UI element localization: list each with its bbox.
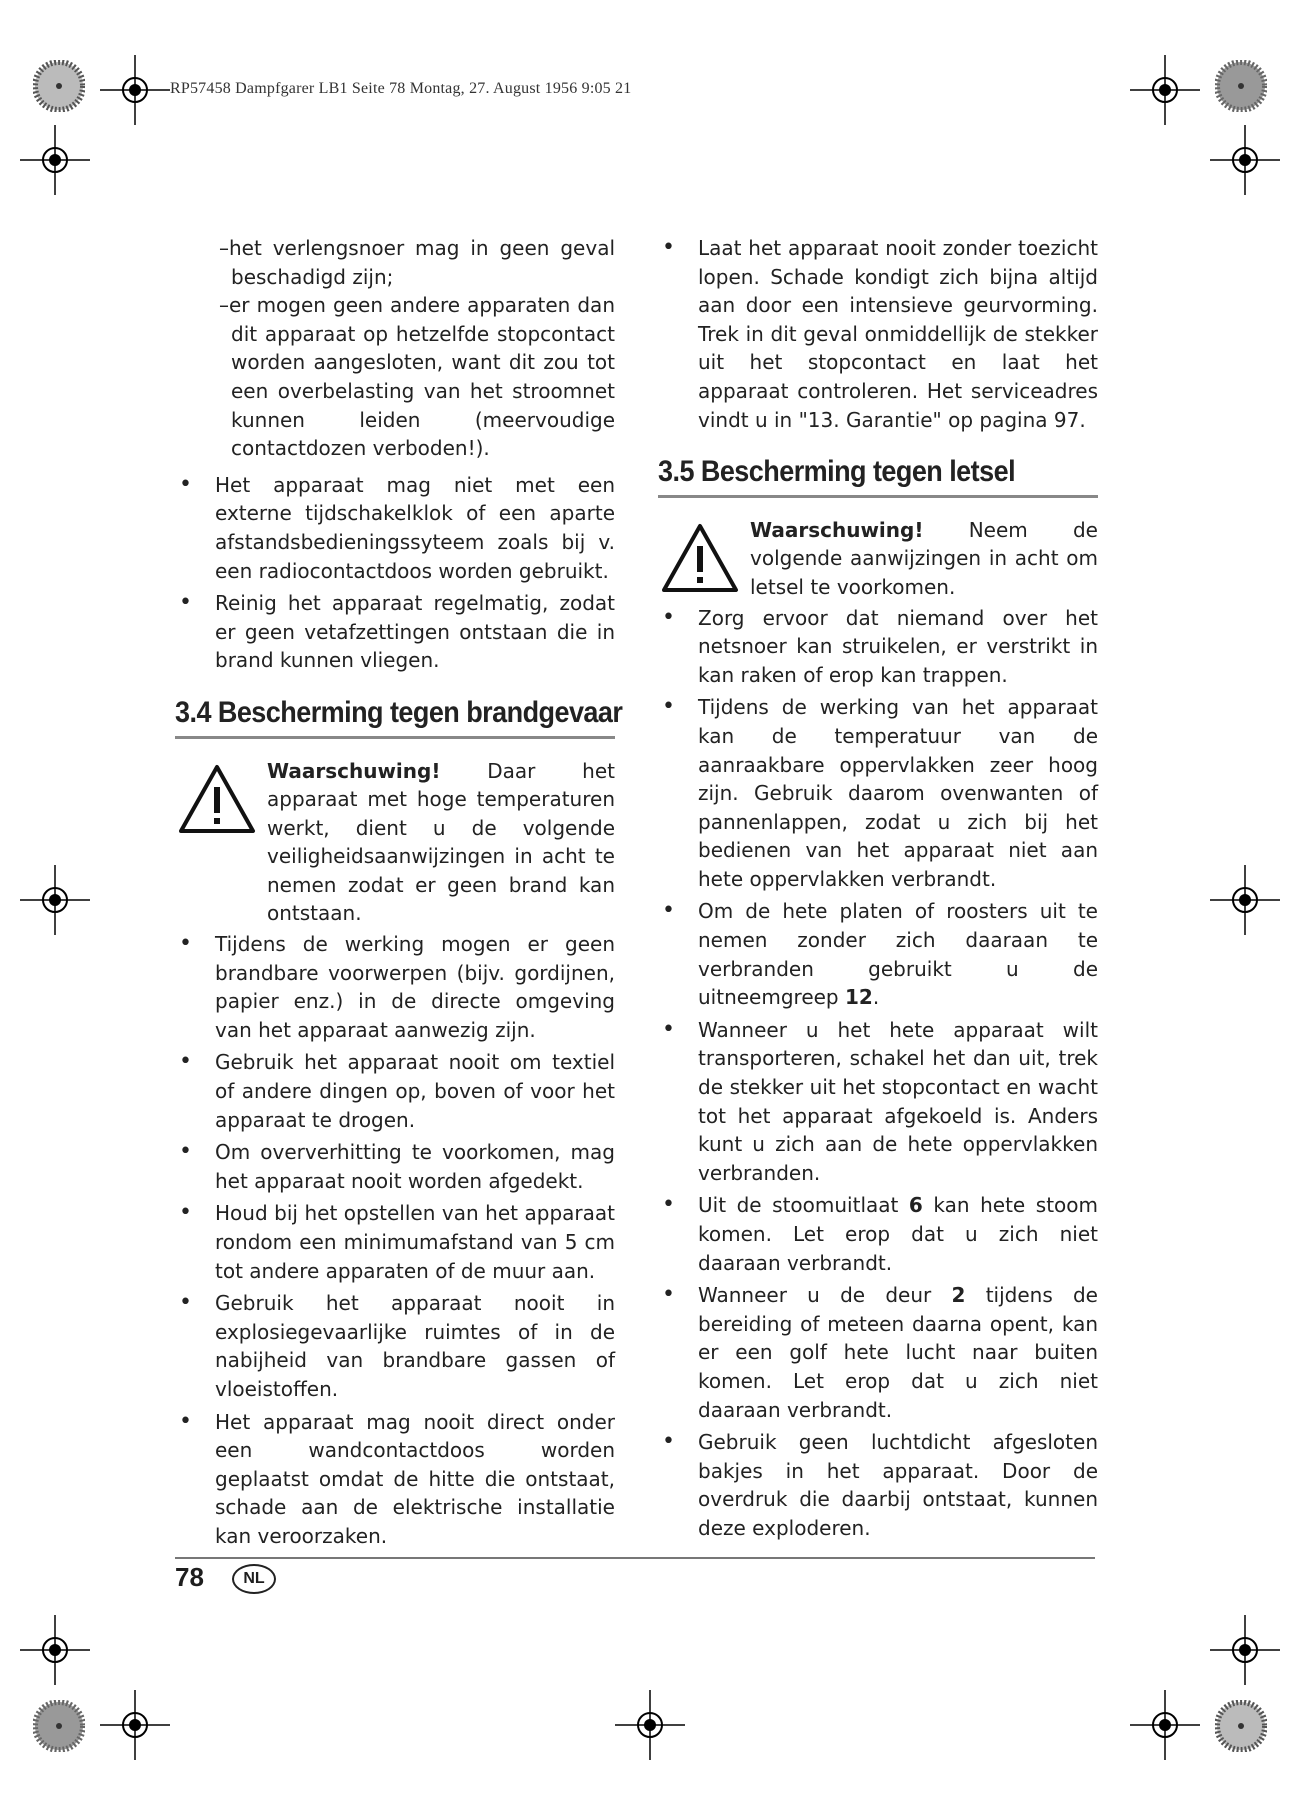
language-badge: NL [232,1564,276,1594]
list-item-text: Om oververhitting te voorkomen, mag het apparaat nooit worden afgedekt. [215,1140,615,1193]
list-item [175,1289,615,1403]
dash-item: –het verlengsnoer mag in geen geval beschadigd zijn; [219,236,615,289]
list-item [175,589,615,675]
list-item-text: Gebruik het apparaat nooit in explosiegevaarlijke ruimtes of in de nabijheid van brandbare gassen of vloeistoffen. [215,1291,615,1401]
warning-box [175,757,615,929]
bullet-icon: • [179,471,192,497]
bullet-icon: • [662,1016,675,1042]
list-item-text: Tijdens de werking van het apparaat kan de temperatuur van de aanraakbare oppervlakken zeer hoog zijn. Gebruik daarom ovenwanten of pannenlappen, zodat u zich bij het bedienen van het apparaat niet aan hete oppervlakken verbrandt. [698,695,1098,891]
warning-text [267,757,615,929]
crop-mark-icon [100,1690,170,1760]
list-item-text: Gebruik geen luchtdicht afgesloten bakjes in het apparaat. Door de overdruk die daarbij ontstaat, kunnen deze exploderen. [698,1430,1098,1540]
footer-divider [175,1557,1095,1559]
crop-mark-icon [20,865,90,935]
bullet-icon: • [662,694,675,720]
list-item-text: Reinig het apparaat regelmatig, zodat er geen vetafzettingen ontstaan die in brand kunnen vliegen. [215,591,615,673]
list-item-text: Houd bij het opstellen van het apparaat rondom een minimumafstand van 5 cm tot andere apparaten of de muur aan. [215,1201,615,1283]
warning-box [658,516,1098,602]
list-item-text: Uit de stoomuitlaat 6 kan hete stoom komen. Let erop dat u zich niet daaraan verbrandt. [698,1193,1099,1275]
crop-mark-icon [1130,55,1200,125]
warning-triangle-icon [660,522,740,594]
registration-circle-icon [33,1700,85,1752]
list-item-text: Gebruik het apparaat nooit om textiel of andere dingen op, boven of voor het apparaat te drogen. [215,1050,615,1132]
list-item-text: Om de hete platen of roosters uit te nemen zonder zich daaraan te verbranden gebruikt u de uitneemgreep 12. [698,899,1098,1010]
section-divider [658,495,1098,498]
print-header: RP57458 Dampfgarer LB1 Seite 78 Montag, 27. August 1956 9:05 21 [170,80,632,97]
list-item-text: Zorg ervoor dat niemand over het netsnoer kan struikelen, er verstrikt in kan raken of erop kan trappen. [698,605,1098,687]
crop-mark-icon [1130,1690,1200,1760]
warning-triangle-icon [177,763,257,835]
list-item-text: Het apparaat mag niet met een externe tijdschakelklok of een aparte afstandsbedieningssyteem zoals bij v. een radiocontactdoos worden gebruikt. [215,472,615,583]
section-title: 3.4 Bescherming tegen brandgevaar [175,695,623,729]
registration-circle-icon [1215,60,1267,112]
list-item [658,1281,1098,1424]
list-item-text: Tijdens de werking mogen er geen brandbare voorwerpen (bijv. gordijnen, papier enz.) in de directe omgeving van het apparaat aanwezig zijn. [215,932,615,1042]
list-item-text: Laat het apparaat nooit zonder toezicht lopen. Schade kondigt zich bijna altijd aan door een intensieve geurvorming. Trek in dit geval onmiddellijk de stekker uit het stopcontact en laat het apparaat controleren. Het serviceadres vindt u in "13. Garantie" op pagina 97. [698,236,1098,432]
crop-mark-icon [20,125,90,195]
list-item [658,604,1098,690]
registration-circle-icon [1215,1700,1267,1752]
bullet-icon: • [662,898,675,924]
registration-circle-icon [33,60,85,112]
crop-mark-icon [20,1615,90,1685]
list-item [175,1138,615,1195]
bullet-icon: • [179,590,192,616]
bullet-icon: • [179,1049,192,1075]
list-item [658,234,1098,434]
bullet-icon: • [662,1192,675,1218]
crop-mark-icon [1210,865,1280,935]
list-item [175,471,615,585]
list-item-text: Wanneer u het hete apparaat wilt transporteren, schakel het dan uit, trek de stekker uit het stopcontact en wacht tot het apparaat afgekoeld is. Anders kunt u zich aan de hete oppervlakken verbranden. [698,1017,1098,1185]
crop-mark-icon [100,55,170,125]
left-column [175,234,623,1555]
crop-mark-icon [615,1690,685,1760]
warning-text [750,516,1098,602]
list-item [175,1199,615,1285]
list-item [175,1048,615,1134]
section-title: 3.5 Bescherming tegen letsel [658,455,1016,489]
list-item-text: Het apparaat mag nooit direct onder een wandcontactdoos worden geplaatst omdat de hitte die ontstaat, schade aan de elektrische installatie kan veroorzaken. [215,1409,615,1548]
bullet-icon: • [179,1408,192,1434]
section-divider [175,736,615,739]
bullet-icon: • [662,235,675,260]
warning-label: Waarschuwing! [267,758,441,783]
list-item [175,930,615,1044]
list-item [658,1191,1098,1277]
crop-mark-icon [1210,1615,1280,1685]
warning-label: Waarschuwing! [750,517,924,542]
list-item [658,897,1098,1011]
list-item [175,1408,615,1551]
list-item [658,1428,1098,1542]
list-item [658,693,1098,893]
right-column [658,234,1098,1547]
warning-body: Neem de volgende aanwijzingen in acht om letsel te voorkomen. [750,517,1098,599]
bullet-icon: • [662,1429,675,1455]
list-item-text: Wanneer u de deur 2 tijdens de bereiding of meteen daarna opent, kan er een golf hete lucht naar buiten komen. Let erop dat u zich niet daaraan verbrandt. [698,1283,1098,1422]
dash-item: –er mogen geen andere apparaten dan dit apparaat op hetzelfde stopcontact worden aangesloten, want dit zou tot een overbelasting van het stroomnet kunnen leiden (meervoudige contactdozen verboden!). [219,293,615,461]
list-item [658,1016,1098,1188]
bullet-icon: • [179,931,192,957]
bullet-icon: • [179,1139,192,1165]
bullet-icon: • [179,1290,192,1316]
page-number: 78 [175,1562,204,1592]
bullet-icon: • [662,1282,675,1308]
bullet-icon: • [179,1200,192,1226]
warning-body: Daar het apparaat met hoge temperaturen werkt, dient u de volgende veiligheidsaanwijzingen in acht te nemen zodat er geen brand kan ontstaan. [267,758,615,926]
crop-mark-icon [1210,125,1280,195]
bullet-icon: • [662,604,675,630]
